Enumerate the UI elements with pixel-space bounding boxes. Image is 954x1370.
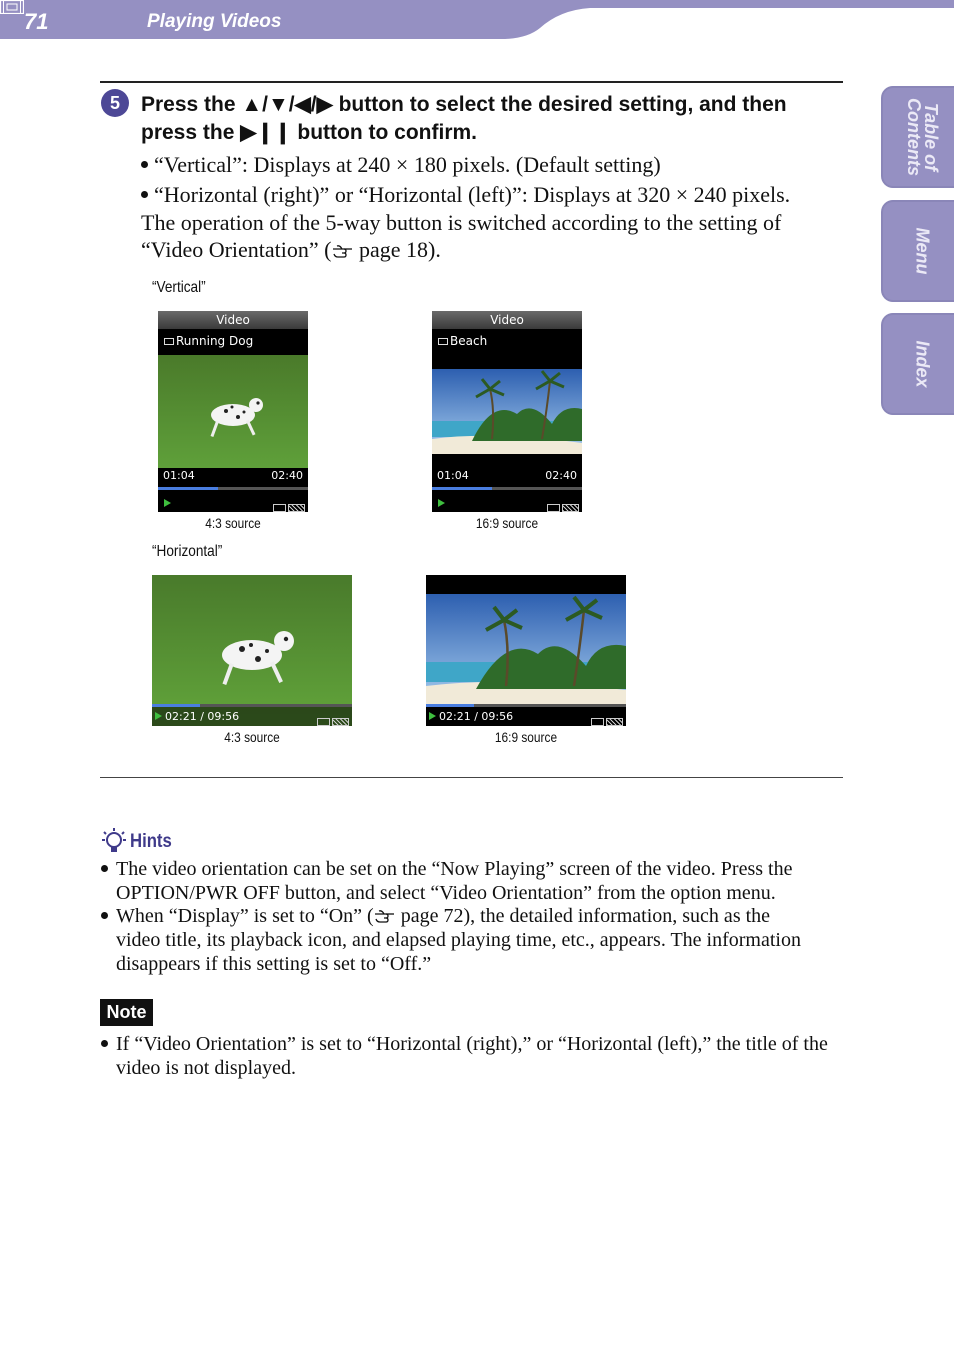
hold-icon: [591, 718, 604, 726]
hint-bullet: [101, 912, 108, 919]
vertical-caption: “Vertical”: [152, 279, 206, 296]
time-row: 01:04 02:40: [432, 468, 582, 484]
note-badge: Note: [100, 999, 153, 1026]
tab-index[interactable]: [881, 313, 954, 415]
operation-paragraph-line1: The operation of the 5-way button is switched according to the setting of: [141, 210, 782, 235]
hold-icon: [547, 504, 560, 512]
horizontal-caption: “Horizontal”: [152, 543, 223, 560]
section-title: Playing Videos: [147, 11, 282, 32]
caption-horizontal-16-9: 16:9 source: [494, 729, 558, 745]
horizontal-dog-screen: [152, 575, 352, 726]
caption-horizontal-4-3: 4:3 source: [224, 729, 280, 745]
dog-video-frame: [158, 355, 308, 468]
page-number: 71: [24, 9, 49, 34]
playback-overlay: [426, 704, 626, 726]
bottom-rule: [100, 777, 843, 778]
progress-bar: [426, 704, 626, 707]
page-reference-hand-icon: [374, 908, 396, 924]
note-line-2: video is not displayed.: [116, 1057, 296, 1079]
time-readout: 02:21 / 09:56: [429, 710, 513, 723]
time-readout: 02:21 / 09:56: [155, 710, 239, 723]
page-reference-hand-icon: [332, 243, 354, 259]
playback-overlay: [152, 704, 352, 726]
tab-menu[interactable]: [881, 200, 954, 302]
top-rule: [100, 81, 843, 83]
play-icon: [155, 712, 162, 720]
video-name-bar: Beach: [432, 329, 582, 355]
horizontal-beach-screen: [426, 575, 626, 726]
header-bar-shape: [0, 0, 954, 40]
screen-title-bar: Video: [158, 311, 308, 329]
hint-2-line-1: When “Display” is set to “On” ( page 72), the detailed information, such as the: [116, 905, 771, 927]
beach-video-frame: [432, 369, 582, 454]
battery-icon: [562, 504, 579, 512]
hold-icon: [273, 504, 286, 512]
screen-title-bar: Video: [432, 311, 582, 329]
progress-bar: [158, 487, 308, 490]
play-icon: [164, 499, 171, 507]
hint-1-line-2: OPTION/PWR OFF button, and select “Video Orientation” from the option menu.: [116, 882, 776, 904]
tab-index-label: Index: [912, 340, 933, 388]
video-name-bar: Running Dog: [158, 329, 308, 355]
video-file-icon: [438, 338, 448, 345]
hint-bullet: [101, 865, 108, 872]
video-file-icon: [164, 338, 174, 345]
progress-bar: [152, 704, 352, 707]
battery-icon: [288, 504, 305, 512]
film-icon: [0, 0, 24, 14]
note-bullet: [101, 1040, 108, 1047]
battery-icon: [606, 718, 623, 726]
hint-2-line-2: video title, its playback icon, and elapsed playing time, etc., appears. The information: [116, 929, 801, 951]
time-row: 01:04 02:40: [158, 468, 308, 484]
status-row: [158, 497, 308, 509]
bullet-horizontal: “Horizontal (right)” or “Horizontal (left)”: Displays at 320 × 240 pixels.: [141, 181, 790, 208]
play-icon: [429, 712, 436, 720]
note-line-1: If “Video Orientation” is set to “Horizontal (right),” or “Horizontal (left),” the title of the: [116, 1033, 828, 1055]
page-header: [0, 0, 954, 40]
tab-menu-label: Menu: [912, 227, 933, 275]
tab-table-of-contents[interactable]: [881, 86, 954, 188]
step-title: Press the ▲/▼/◀/▶ button to select the desired setting, and then press the ▶❙❙ button to confirm.: [141, 93, 787, 144]
lightbulb-icon: [101, 826, 129, 856]
tab-table-of-contents-label: Table of Contents: [904, 98, 941, 176]
progress-bar: [432, 487, 582, 490]
bullet-vertical: “Vertical”: Displays at 240 × 180 pixels. (Default setting): [141, 151, 661, 178]
operation-paragraph-line2: “Video Orientation” ( page 18).: [141, 237, 441, 262]
hint-1-line-1: The video orientation can be set on the “Now Playing” screen of the video. Press the: [116, 858, 793, 880]
vertical-beach-screen: [432, 311, 582, 512]
beach-video-frame: [426, 594, 626, 707]
play-icon: [438, 499, 445, 507]
status-row: [432, 497, 582, 509]
hint-2-line-3: disappears if this setting is set to “Off.”: [116, 953, 432, 975]
hold-icon: [317, 718, 330, 726]
caption-vertical-4-3: 4:3 source: [205, 515, 261, 531]
battery-icon: [332, 718, 349, 726]
vertical-dog-screen: [158, 311, 308, 512]
caption-vertical-16-9: 16:9 source: [475, 515, 539, 531]
step-number-badge: 5: [101, 89, 129, 117]
hints-title: Hints: [130, 831, 172, 852]
